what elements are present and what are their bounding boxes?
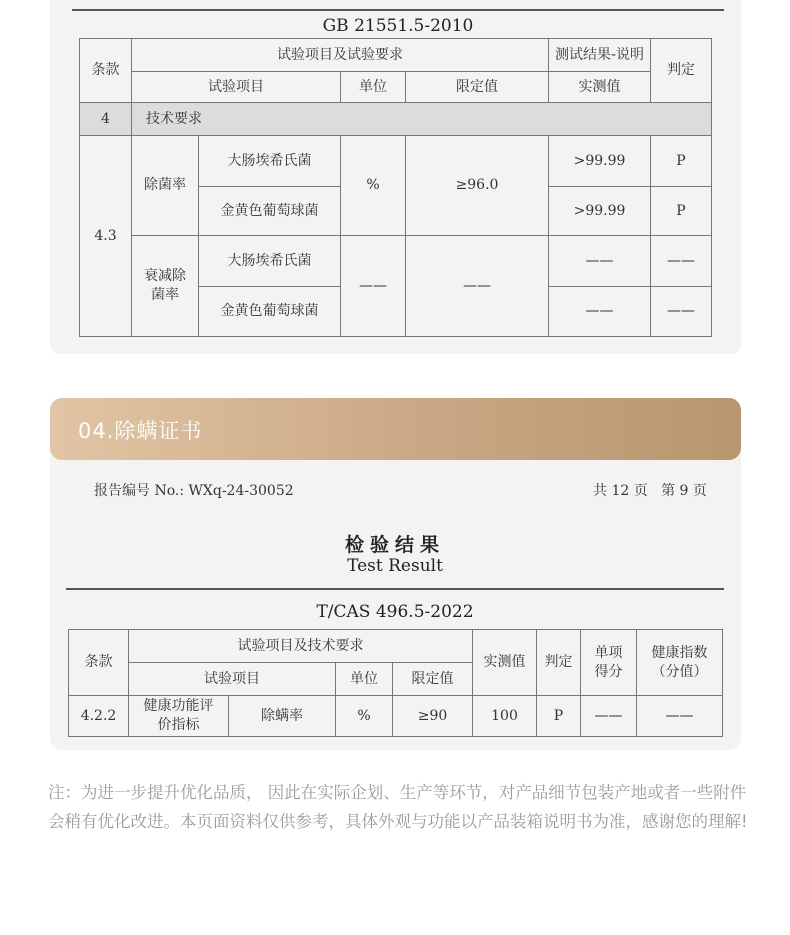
row2-unit: % (336, 696, 393, 737)
header2-clause: 条款 (69, 630, 129, 696)
header2-judgement: 判定 (537, 630, 581, 696)
header-measured: 实测值 (549, 72, 651, 103)
row2-clause: 4.2.2 (69, 696, 129, 737)
item-s-aureus-1: 金黄色葡萄球菌 (199, 187, 341, 236)
limit-1: ≥96.0 (406, 136, 549, 236)
row2-score: —— (581, 696, 637, 737)
measured-1-1: >99.99 (549, 136, 651, 187)
report-title-cn: 检验结果 (344, 534, 445, 556)
group-name-2: 衰减除菌率 (132, 236, 199, 337)
header2-health-index: 健康指数（分值） (637, 630, 723, 696)
measured-2-1: —— (549, 236, 651, 287)
header2-test-item: 试验项目 (129, 663, 336, 696)
item-e-coli-1: 大肠埃希氏菌 (199, 136, 341, 187)
header-unit: 单位 (341, 72, 406, 103)
header-test-items-requirements: 试验项目及试验要求 (132, 39, 549, 72)
row2-index: —— (637, 696, 723, 737)
section-title: 04.除螨证书 (78, 419, 203, 443)
row2-measured: 100 (473, 696, 537, 737)
row2-category: 健康功能评价指标 (129, 696, 229, 737)
header2-unit: 单位 (336, 663, 393, 696)
standard-title-2: T/CAS 496.5-2022 (316, 602, 474, 622)
judgement-2-1: —— (651, 236, 712, 287)
header2-test-items-requirements: 试验项目及技术要求 (129, 630, 473, 663)
measured-2-2: —— (549, 287, 651, 337)
row2-judgement: P (537, 696, 581, 737)
header2-limit: 限定值 (393, 663, 473, 696)
test-table-2 (68, 629, 723, 737)
section-banner (50, 398, 741, 460)
top-rule (72, 9, 724, 11)
row2-limit: ≥90 (393, 696, 473, 737)
judgement-1-1: P (651, 136, 712, 187)
report-number: 报告编号 No.: WXq-24-30052 (94, 483, 294, 499)
item-e-coli-2: 大肠埃希氏菌 (199, 236, 341, 287)
report-title-en: Test Result (347, 556, 443, 576)
header-clause: 条款 (80, 39, 132, 103)
section-label: 技术要求 (132, 103, 712, 136)
section-clause: 4 (80, 103, 132, 136)
judgement-1-2: P (651, 187, 712, 236)
standard-title-1: GB 21551.5-2010 (322, 16, 474, 36)
item-s-aureus-2: 金黄色葡萄球菌 (199, 287, 341, 337)
unit-2: —— (341, 236, 406, 337)
limit-2: —— (406, 236, 549, 337)
header2-single-score: 单项得分 (581, 630, 637, 696)
header-test-result-note: 测试结果-说明 (549, 39, 651, 72)
row2-item: 除螨率 (229, 696, 336, 737)
header2-measured: 实测值 (473, 630, 537, 696)
header-test-item: 试验项目 (132, 72, 341, 103)
header-limit: 限定值 (406, 72, 549, 103)
group-name-1: 除菌率 (132, 136, 199, 236)
report-pages: 共 12 页 第 9 页 (593, 483, 707, 499)
unit-1: % (341, 136, 406, 236)
header-judgement: 判定 (651, 39, 712, 103)
judgement-2-2: —— (651, 287, 712, 337)
clause-4-3: 4.3 (80, 136, 132, 337)
disclaimer-note: 注：为进一步提升优化品质， 因此在实际企划、生产等环节，对产品细节包装产地或者一些附件会稍有优化改进。本页面资料仅供参考，具体外观与功能以产品装箱说明书为准，感谢您的理解! (48, 783, 748, 831)
test-table-1 (79, 38, 712, 337)
report-rule (66, 588, 724, 590)
measured-1-2: >99.99 (549, 187, 651, 236)
